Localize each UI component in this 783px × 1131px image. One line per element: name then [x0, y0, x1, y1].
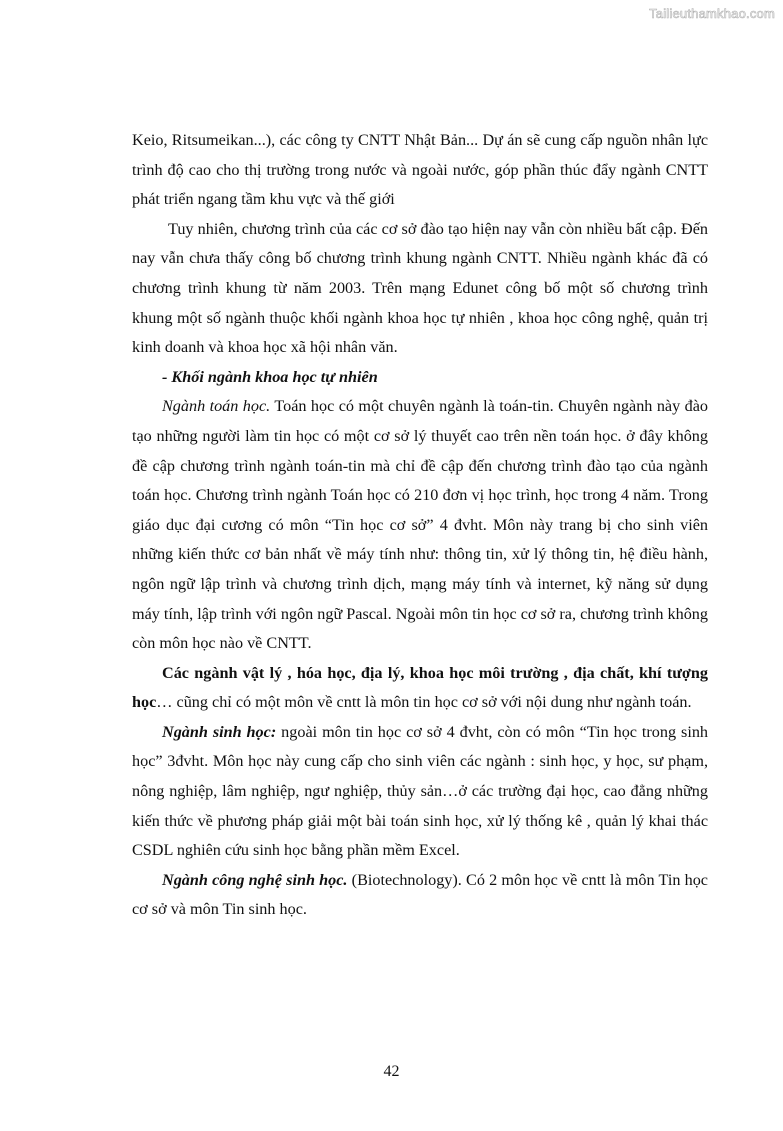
paragraph-sciences	[132, 659, 708, 718]
page-number: 42	[383, 1063, 400, 1080]
paragraph-biology-label: Ngành sinh học:	[162, 722, 277, 741]
section-heading: - Khối ngành khoa học tự nhiên	[162, 367, 378, 386]
paragraph-biotech-label: Ngành công nghệ sinh học.	[162, 870, 348, 889]
paragraph-2: Tuy nhiên, chương trình của các cơ sở đào tạo hiện nay vẫn còn nhiều bất cập. Đến nay vẫn chưa thấy công bố chương trình khung ngành CNTT. Nhiều ngành khác đã có chương trình khung từ năm 2003. Trên mạng Edunet công bố một số chương trình khung một số ngành thuộc khối ngành khoa học tự nhiên , khoa học công nghệ, quản trị kinh doanh và khoa học xã hội nhân văn.	[132, 219, 708, 357]
paragraph-biology	[132, 718, 708, 866]
paragraph-math-text: Toán học có một chuyên ngành là toán-tin. Chuyên ngành này đào tạo những người làm tin học có một cơ sở lý thuyết cao trên nền toán học. ở đây không đề cập chương trình ngành toán-tin mà chỉ đề cập đến chương trình đào tạo của ngành toán học. Chương trình ngành Toán học có 210 đơn vị học trình, học trong 4 năm. Trong giáo dục đại cương có môn “Tin học cơ sở” 4 đvht. Môn này trang bị cho sinh viên những kiến thức cơ bản nhất về máy tính như: thông tin, xử lý thông tin, hệ điều hành, ngôn ngữ lập trình và chương trình dịch, mạng máy tính và internet, kỹ năng sử dụng máy tính, lập trình với ngôn ngữ Pascal. Ngoài môn tin học cơ sở ra, chương trình không còn môn học nào về CNTT.	[132, 397, 708, 653]
paragraph-1: Keio, Ritsumeikan...), các công ty CNTT Nhật Bản... Dự án sẽ cung cấp nguồn nhân lực trình độ cao cho thị trường trong nước và ngoài nước, góp phần thúc đẩy ngành CNTT phát triển ngang tầm khu vực và thế giới	[132, 131, 708, 209]
paragraph-sciences-text: … cũng chỉ có một môn về cntt là môn tin học cơ sở với nội dung như ngành toán.	[156, 693, 692, 712]
watermark: Tailieuthamkhao.com	[649, 6, 775, 21]
paragraph-math	[132, 392, 708, 658]
paragraph-biotech	[132, 866, 708, 925]
paragraph-sciences-label: Các ngành vật lý , hóa học, địa lý, khoa học môi trường , địa chất, khí tượng học	[132, 663, 708, 712]
paragraph-biology-text: ngoài môn tin học cơ sở 4 đvht, còn có môn “Tin học trong sinh học” 3đvht. Môn học này cung cấp cho sinh viên các ngành : sinh học, y học, sư phạm, nông nghiệp, lâm nghiệp, ngư nghiệp, thủy sản…ở các trường đại học, cao đẳng những kiến thức về phương pháp giải một bài toán sinh học, xử lý thống kê , quản lý khai thác CSDL nghiên cứu sinh học bằng phần mềm Excel.	[132, 722, 709, 860]
paragraph-biotech-text: (Biotechnology). Có 2 môn học về cntt là môn Tin học cơ sở và môn Tin sinh học.	[132, 870, 708, 919]
page-body	[132, 126, 708, 925]
paragraph-math-label: Ngành toán học.	[162, 397, 271, 416]
